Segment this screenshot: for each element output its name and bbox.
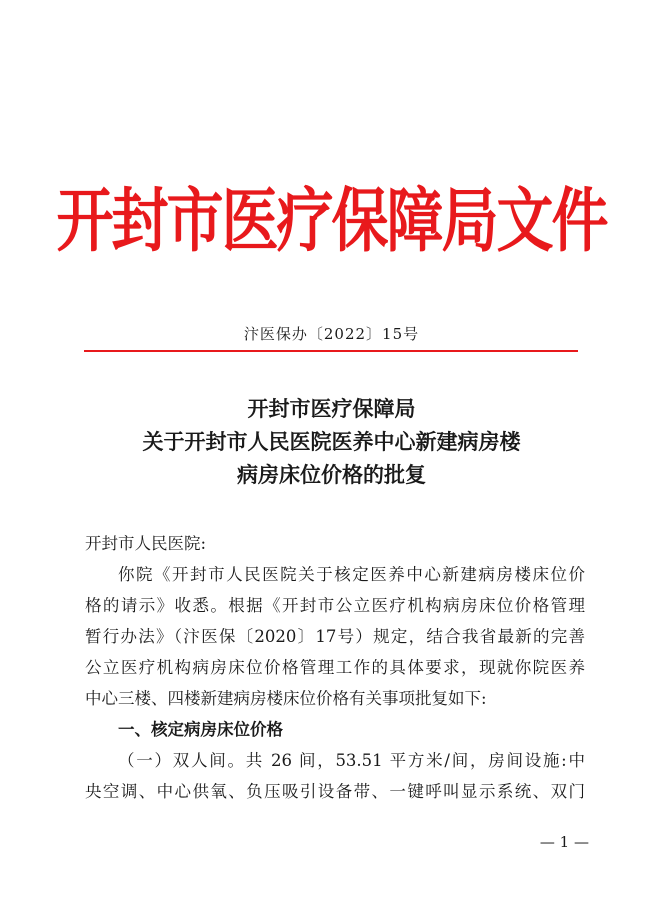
paragraph-line: 公立医疗机构病房床位价格管理工作的具体要求，现就你院医养 [85, 658, 585, 677]
paragraph-line: 中心三楼、四楼新建病房楼床位价格有关事项批复如下: [85, 689, 487, 708]
document-subject [0, 392, 663, 491]
subject-line-1: 开封市医疗保障局 [247, 396, 416, 421]
paragraph-line: （一）双人间。共 26 间，53.51 平方米/间，房间设施:中 [118, 751, 585, 770]
document-number: 汴医保办〔2022〕15号 [243, 325, 420, 343]
paragraph-line: 央空调、中心供氧、负压吸引设备带、一键呼叫显示系统、双门 [85, 782, 585, 801]
document-body [85, 528, 585, 807]
salutation: 开封市人民医院: [85, 534, 207, 553]
red-divider-line [84, 350, 578, 352]
subject-line-3: 病房床位价格的批复 [237, 462, 426, 487]
paragraph-line: 暂行办法》（汴医保〔2020〕17号）规定，结合我省最新的完善 [85, 627, 585, 646]
section-heading: 一、核定病房床位价格 [118, 720, 283, 739]
document-header-title: 开封市医疗保障局文件 [56, 179, 607, 262]
paragraph-line: 格的请示》收悉。根据《开封市公立医疗机构病房床位价格管理 [85, 596, 585, 615]
paragraph-line: 你院《开封市人民医院关于核定医养中心新建病房楼床位价 [118, 565, 585, 584]
subject-line-2: 关于开封市人民医院医养中心新建病房楼 [142, 429, 521, 454]
page-number: — 1 — [539, 833, 589, 851]
